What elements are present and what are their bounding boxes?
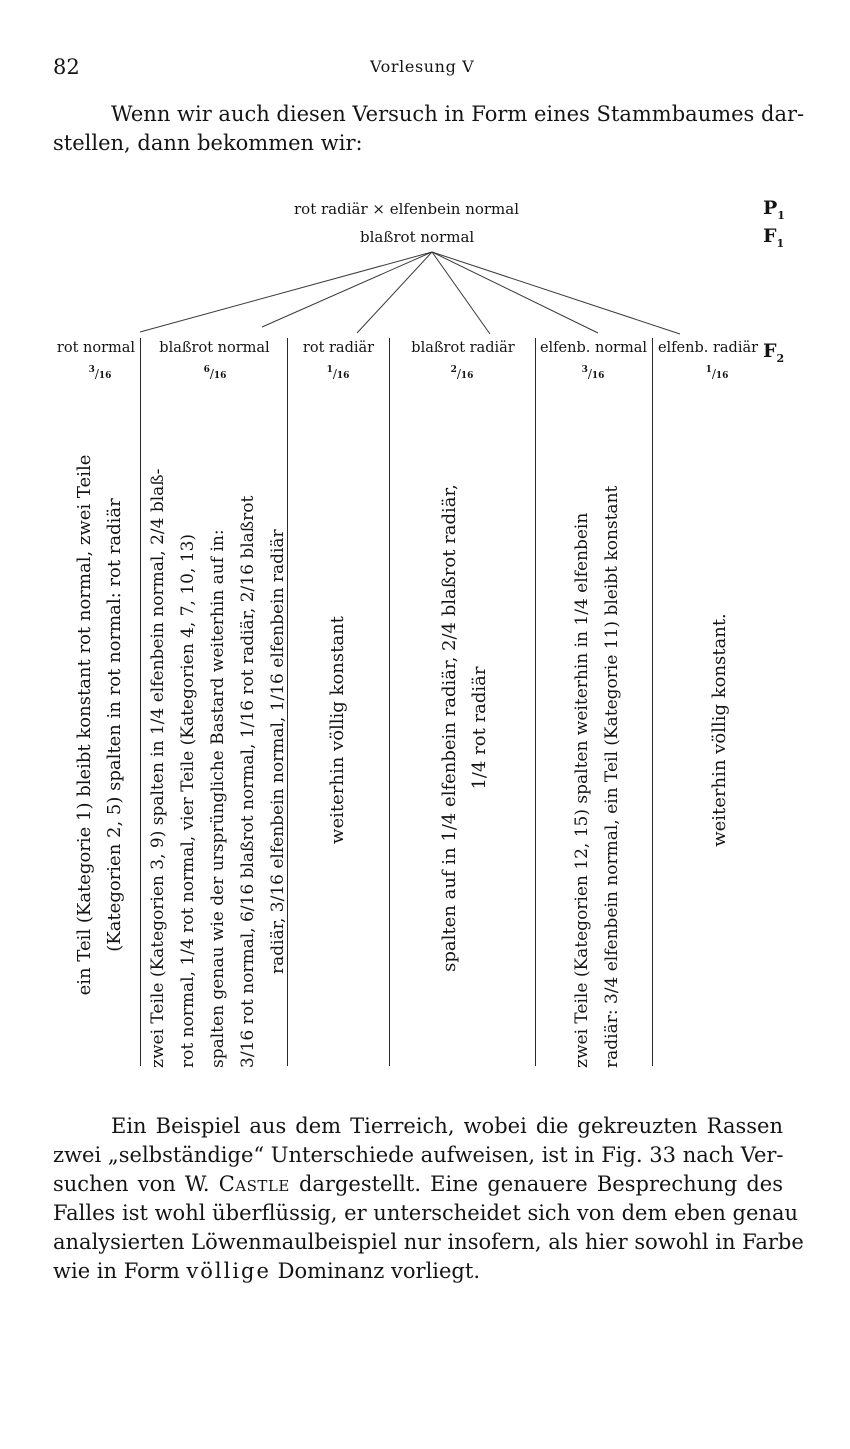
fraction-blassrot-radiaer: $^2$/16 (450, 365, 474, 381)
fraction-elfenb-normal: $^3$/16 (581, 365, 605, 381)
column-text-rot-normal: ein Teil (Kategorie 1) bleibt konstant rot normal, zwei Teile (Kategorien 2, 5) spalten in rot normal: rot radiär (74, 454, 125, 996)
emphasis-spaced: völlige (186, 1259, 271, 1283)
fraction-rot-normal: $^3$/16 (88, 365, 112, 381)
paragraph-line: Falles ist wohl überflüssig, er unterscheidet sich von dem eben genau (53, 1201, 798, 1225)
column-text-blassrot-radiaer: spalten auf in 1/4 elfenbein radiär, 2/4 blaßrot radiär, 1/4 rot radiär (439, 484, 490, 972)
f1-hybrid: blaßrot normal (360, 228, 475, 246)
p1-cross: rot radiär × elfenbein normal (294, 200, 520, 218)
column-divider (535, 338, 536, 1066)
paragraph-line: zwei „selbständige“ Unterschiede aufweisen, ist in Fig. 33 nach Ver- (53, 1143, 784, 1167)
paragraph-line: Ein Beispiel aus dem Tierreich, wobei die gekreuzten Rassen (111, 1114, 783, 1138)
page-number: 82 (53, 55, 80, 79)
author-name: Castle (218, 1172, 290, 1196)
column-heading-blassrot-normal: blaßrot normal (159, 340, 270, 356)
column-divider (140, 338, 141, 1066)
paragraph-line: suchen von W. Castle dargestellt. Eine genauere Besprechung des (53, 1172, 784, 1196)
intro-line: Wenn wir auch diesen Versuch in Form eines Stammbaumes dar- (111, 102, 805, 126)
column-heading-blassrot-radiaer: blaßrot radiär (411, 340, 515, 356)
column-heading-rot-normal: rot normal (56, 340, 136, 356)
paragraph-line: analysierten Löwenmaulbeispiel nur insofern, als hier sowohl in Farbe (53, 1230, 804, 1254)
fraction-elfenb-radiaer: $^1$/16 (705, 365, 729, 381)
column-heading-elfenb-normal: elfenb. normal (539, 340, 648, 356)
column-text-elfenb-radiaer: weiterhin völlig konstant. (709, 613, 730, 847)
generation-f1: $F_1$ (763, 225, 785, 250)
paragraph-line: wie in Form völlige Dominanz vorliegt. (53, 1259, 480, 1283)
column-divider (389, 338, 390, 1066)
column-divider (652, 338, 653, 1066)
running-title: Vorlesung V (370, 57, 475, 76)
generation-p1: $P_1$ (763, 197, 785, 222)
fraction-blassrot-normal: $^6$/16 (203, 365, 227, 381)
fraction-rot-radiaer: $^1$/16 (326, 365, 350, 381)
generation-f2: $F_2$ (763, 340, 785, 365)
column-heading-elfenb-radiaer: elfenb. radiär (657, 340, 759, 356)
intro-line: stellen, dann bekommen wir: (53, 131, 363, 155)
column-text-blassrot-normal: zwei Teile (Kategorien 3, 9) spalten in 1/4 elfenbein normal, 2/4 blaß- rot normal, 1/4 rot normal, vier Teile (Kategorien 4, 7, 10, 13) spalten genau wie der ursprüngliche Bastard weiterhin auf in: 3/16 rot normal, 6/16 blaßrot normal, 1/16 rot radiär, 2/16 blaßrot radiär, 3/16 elfenbein normal, 1/16 elfenbein radiär (148, 468, 288, 1068)
closing-paragraph (53, 1112, 804, 1286)
column-heading-rot-radiaer: rot radiär (302, 340, 375, 356)
column-text-elfenb-normal: zwei Teile (Kategorien 12, 15) spalten weiterhin in 1/4 elfenbein radiär: 3/4 elfenbein normal, ein Teil (Kategorie 11) bleibt konstant (572, 485, 622, 1068)
column-text-rot-radiaer: weiterhin völlig konstant (327, 616, 348, 844)
